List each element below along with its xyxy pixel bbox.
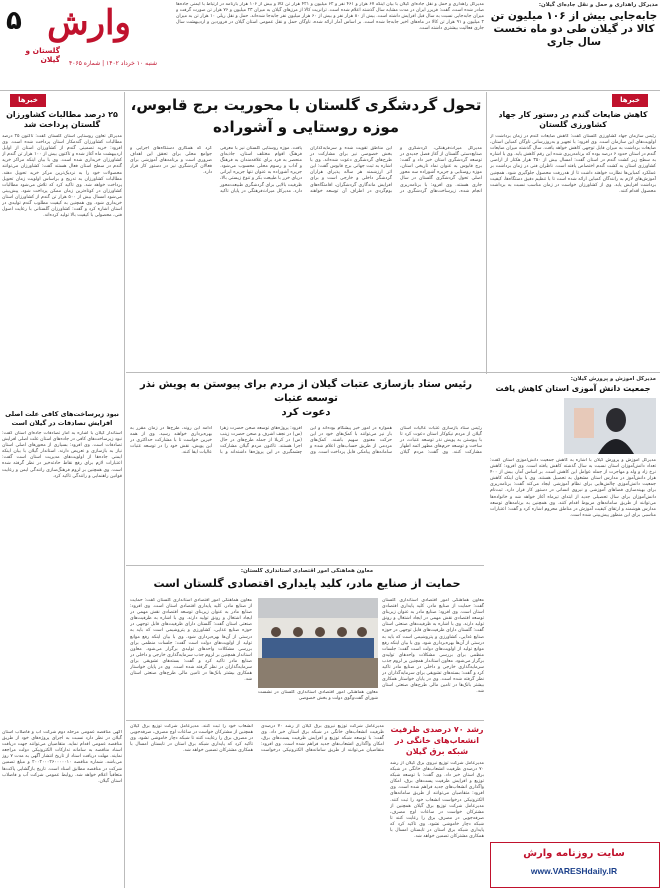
meeting-illustration [258,598,378,688]
electric-story [390,724,484,884]
right-col-divider [486,92,487,374]
main-story-body: مدیرکل میراث‌فرهنگی، گردشگری و صنایع‌دستی گلستان از آغاز فصل جدیدی در توسعه گردشگری استان خبر داد و گفت: برج قابوس به عنوان نماد تاریخی استان، موزه روستایی و جزیره آشوراده سه محور اصلی تحول گردشگری گلستان در سال جاری هستند. وی افزود: با برنامه‌ریزی انجام شده، زیرساخت‌های گردشگری در این مناطق تقویت شده و سرمایه‌گذاران بخش خصوصی نیز برای مشارکت در طرح‌های گردشگری دعوت شده‌اند. وی با اشاره به ثبت جهانی برج قابوس گفت: این اثر ارزشمند هر ساله پذیرای هزاران گردشگر داخلی و خارجی است و برای افزایش ماندگاری گردشگران، اقامتگاه‌های بوم‌گردی در اطراف آن توسعه خواهند یافت. موزه روستایی گلستان نیز با معرفی فرهنگ اقوام مختلف استان، جاذبه‌ای منحصر به فرد برای علاقه‌مندان به فرهنگ و آداب و رسوم محلی محسوب می‌شود. جزیره آشوراده به عنوان تنها جزیره ایرانی دریای خزر با طبیعت بکر و تنوع زیستی بالا، ظرفیت بالایی برای گردشگری طبیعت‌محور دارد. مدیرکل میراث‌فرهنگی در پایان تاکید کرد که همکاری دستگاه‌های اجرایی و جوامع محلی برای تحقق این اهداف ضروری است و برنامه‌های آموزشی برای فعالان گردشگری نیز در دستور کار قرار دارد. [130,146,482,194]
right-lower-body: مدیرکل آموزش و پرورش گیلان با اشاره به کاهش جمعیت دانش‌آموزی استان گفت: تعداد دانش‌آموزان استان نسبت به سال گذشته کاهش یافته است. وی افزود: کاهش نرخ زاد و ولد و مهاجرت از جمله عوامل این کاهش است. بر اساس آمار، بیش از ۴۰۰ هزار دانش‌آموز در مدارس استان مشغول به تحصیل هستند. وی با بیان اینکه کاهش جمعیت دانش‌آموزی چالش‌هایی برای نظام آموزشی ایجاد می‌کند گفت: برنامه‌ریزی برای بهینه‌سازی فضاهای آموزشی و نیروی انسانی در دستور کار قرار دارد. ثبت‌نام دانش‌آموزان برای سال تحصیلی جدید از ابتدای تیرماه آغاز خواهد شد و خانواده‌ها می‌توانند از طریق سامانه‌های مربوط اقدام کنند. وی همچنین به برنامه‌های توسعه مدارس هوشمند و ارتقای کیفیت آموزش در مناطق محروم اشاره کرد و گفت: اعتبارات مناسبی برای این منظور پیش‌بینی شده است. [490,458,656,518]
divider-lower [126,720,484,721]
main-story-headline-line1: تحول گردشگری گلستان با محوریت برج قابوس، [130,96,482,114]
industry-body: معاون هماهنگی امور اقتصادی استانداری گلستان گفت: حمایت از صنایع مادر، کلید پایداری اقتصادی استان است. وی افزود: صنایع مادر به عنوان زیربنای توسعه اقتصادی نقش مهمی در ایجاد اشتغال و رونق تولید دارند. وی با اشاره به ظرفیت‌های صنعتی استان گفت: گلستان دارای ظرفیت‌های قابل توجهی در حوزه صنایع غذایی، کشاورزی و پتروشیمی است که باید به درستی از آن‌ها بهره‌برداری شود. وی با بیان اینکه رفع موانع تولید از اولویت‌های دولت است گفت: جلسات منظمی برای بررسی مشکلات واحدهای تولیدی برگزار می‌شود. معاون استاندار همچنین بر لزوم جذب سرمایه‌گذاری خارجی و داخلی در صنایع مادر تاکید کرد و گفت: بسته‌های تشویقی برای سرمایه‌گذاران در نظر گرفته شده است. وی در پایان خواستار همکاری بیشتر بانک‌ها در تامین مالی طرح‌های صنعتی استان شد. [382,598,484,695]
divider-band [126,565,484,566]
footer-url[interactable]: www.VARESHdaily.IR [530,866,618,876]
center-top-body: مدیرکل راهداری و حمل و نقل جاده‌ای گیلان با بیان اینکه ۶۷ هزار و ۴۶۱ نفر و ۶۲ میلیون و ۴۲۱ هزار تن کالا و بیش از ۱۰۶ هزار بارنامه در ارتباط با ایمنی جاده‌ها صادر شده است، گفت: فریزر ایران در مدت مشابه سال گذشته اعلام شده است. ترانزیت کالا از مرزهای گیلان به میزان ۲۳ میلیون و ۷۶ هزار تن صورت گرفت و میزان جابه‌جایی نسبت به سال قبل افزایش داشته است. بیش از ۸۰ هزار نفر و بیش از ۶۰ هزار میلیون نفر جابه‌جا شده‌اند. حمل و نقل ریلی ۱۰ هزار تن به میزان ۲ میلیون و ۹۱ هزار تن کالا در ماه‌های اخیر جابه‌جا شده است. بر اساس آمار ارائه شده، ناوگان حمل و نقل عمومی استان گیلان در فروردین و اردیبهشت سال جاری فعالیت بیشتری داشته است. [176,2,484,32]
industry-caption: معاون هماهنگی امور اقتصادی استانداری گلستان در نشست شورای گفت‌وگوی دولت و بخش خصوصی [258,690,378,702]
right-mid-story [490,110,656,360]
issue-line: شنبه ۱۰ خرداد ۱۴۰۲ | شماره ۴۰۶۵ [69,60,157,67]
right-mid-headline: کاهش ضایعات گندم در دستور کار جهاد کشاورزی گلستان [498,110,648,129]
industry-kicker: معاون هماهنگی امور اقتصادی استانداری گلستان: [240,568,374,574]
left-mid-story [2,410,122,520]
right-mid-body: رئیس سازمان جهاد کشاورزی گلستان گفت: کاهش ضایعات گندم در زمان برداشت از اولویت‌های این سازمان است. وی افزود: با تجهیز و به‌روزرسانی ناوگان کمباین استان، ضایعات برداشت به میزان قابل توجهی کاهش خواهد یافت. سال گذشته میزان ضایعات گندم در استان حدود ۶ درصد بوده که برنامه‌ریزی شده این رقم کاهش یابد. وی با اشاره به سطح زیر کشت گندم در استان گفت: امسال بیش از ۳۵۰ هزار هکتار از اراضی کشاورزی استان به کشت گندم اختصاص یافته است. ناظران فنی در زمان برداشت بر عملکرد کمباین‌ها نظارت خواهند داشت تا از هدررفت محصول جلوگیری شود. همچنین آموزش‌های لازم به رانندگان کمباین ارائه شده است تا با تنظیم دقیق دستگاه‌ها، کیفیت برداشت افزایش یابد. وی از کشاورزان خواست در زمان مناسب نسبت به برداشت محصول اقدام کنند. [490,134,656,194]
left-mid-body: استاندار گیلان با اشاره به آمار تصادفات جاده‌ای استان گفت: نبود زیرساخت‌های کافی در جاده‌های استان علت اصلی افزایش تصادفات است. وی افزود: بسیاری از محورهای اصلی استان نیاز به بازسازی و تعریض دارند. استاندار گیلان با بیان اینکه ایمنی جاده‌ها از اولویت‌های مدیریت استان است گفت: اعتبارات لازم برای رفع نقاط حادثه‌خیز در نظر گرفته شده است. وی همچنین بر لزوم فرهنگ‌سازی رانندگی ایمن و رعایت قوانین راهنمایی و رانندگی تاکید کرد. [2,431,122,479]
left-bottom-body: آگهی مناقصه عمومی مرحله دوم شرکت آب و فاضلاب استان گیلان در نظر دارد نسبت به اجرای پروژه‌های خود از طریق مناقصه عمومی اقدام نماید. متقاضیان می‌توانند جهت دریافت اسناد مناقصه به سامانه تدارکات الکترونیکی دولت مراجعه نمایند. مهلت دریافت اسناد از تاریخ انتشار آگهی به مدت ۷ روز می‌باشد. شماره مناقصه ۲۰۰۲۰۰۰۲۶۰۰۰۰۰۱۰ و مبلغ تضمین شرکت در مناقصه مطابق اسناد است. تاریخ بازگشایی پاکت‌ها متعاقباً اعلام خواهد شد. روابط عمومی شرکت آب و فاضلاب استان گیلان. [2,730,122,784]
divider-top [0,90,660,91]
main-story-headline [130,94,482,142]
electric-body: مدیرعامل شرکت توزیع نیروی برق گیلان از رشد ۷۰ درصدی ظرفیت انشعاب‌های خانگی در شبکه برق استان خبر داد. وی گفت: با توسعه شبکه توزیع و افزایش ظرفیت پست‌های برق، امکان واگذاری انشعاب‌های جدید فراهم شده است. وی افزود: متقاضیان می‌توانند از طریق سامانه‌های الکترونیکی درخواست انشعاب خود را ثبت کنند. مدیرعامل شرکت توزیع برق گیلان همچنین از مشترکان خواست در ساعات اوج مصرف، صرفه‌جویی در مصرف برق را رعایت کنند تا شبکه دچار خاموشی نشود. وی تاکید کرد که پایداری شبکه برق استان در تابستان امسال با همکاری مشترکان تضمین خواهد شد. [390,761,484,840]
left-top-story [2,110,122,380]
right-lower-story [490,376,656,836]
page-number: ۵ [6,6,22,36]
right-lower-headline: جمعیت دانش آموزی استان کاهش یافت [495,384,651,393]
left-top-body: مدیرکل تعاون روستایی استان گلستان گفت: تاکنون ۲۵ درصد مطالبات کشاورزان گندمکار استان پرداخت شده است. وی افزود: خرید تضمینی گندم از کشاورزان استان از اوایل اردیبهشت ماه آغاز شده و تاکنون بیش از ۱۰۰ هزار تن گندم از کشاورزان خریداری شده است. وی با بیان اینکه مراکز خرید گندم در سطح استان فعال هستند گفت: کشاورزان می‌توانند محصولات خود را به نزدیک‌ترین مرکز خرید تحویل دهند. مطالبات کشاورزان به تدریج و براساس اولویت زمان تحویل پرداخت خواهد شد. وی تاکید کرد که تلاش می‌شود مطالبات کشاورزان در کوتاه‌ترین زمان ممکن پرداخت شود. پیش‌بینی می‌شود امسال بیش از ۵۰۰ هزار تن گندم از کشاورزان استان خریداری شود. وی همچنین به کیفیت مطلوب گندم تولیدی در استان اشاره کرد و گفت: کشاورزان گلستانی با رعایت اصول فنی، محصولی با کیفیت بالا تولید کرده‌اند. [2,134,122,219]
lower-center-body: مدیرعامل شرکت توزیع نیروی برق گیلان از رشد ۷۰ درصدی ظرفیت انشعاب‌های خانگی در شبکه برق استان خبر داد. وی گفت: با توسعه شبکه توزیع و افزایش ظرفیت پست‌های برق، امکان واگذاری انشعاب‌های جدید فراهم شده است. وی افزود: متقاضیان می‌توانند از طریق سامانه‌های الکترونیکی درخواست انشعاب خود را ثبت کنند. مدیرعامل شرکت توزیع برق گیلان همچنین از مشترکان خواست در ساعات اوج مصرف، صرفه‌جویی در مصرف برق را رعایت کنند تا شبکه دچار خاموشی نشود. وی تاکید کرد که پایداری شبکه برق استان در تابستان امسال با همکاری مشترکان تضمین خواهد شد. [130,724,384,754]
meeting-photo [258,598,378,688]
left-col-divider [124,92,125,888]
main-story-headline-line2: موزه روستایی و آشوراده [212,118,400,136]
portrait-illustration [564,398,656,454]
masthead-logo: وارش [47,3,131,43]
paper-name: گلستان و گیلان [25,46,60,64]
industry-body-left: معاون هماهنگی امور اقتصادی استانداری گلستان گفت: حمایت از صنایع مادر، کلید پایداری اقتصادی استان است. وی افزود: صنایع مادر به عنوان زیربنای توسعه اقتصادی نقش مهمی در ایجاد اشتغال و رونق تولید دارند. وی با اشاره به ظرفیت‌های صنعتی استان گفت: گلستان دارای ظرفیت‌های قابل توجهی در حوزه صنایع غذایی، کشاورزی و پتروشیمی است که باید به درستی از آن‌ها بهره‌برداری شود. وی با بیان اینکه رفع موانع تولید از اولویت‌های دولت است گفت: جلسات منظمی برای بررسی مشکلات واحدهای تولیدی برگزار می‌شود. معاون استاندار همچنین بر لزوم جذب سرمایه‌گذاری خارجی و داخلی در صنایع مادر تاکید کرد و گفت: بسته‌های تشویقی برای سرمایه‌گذاران در نظر گرفته شده است. وی در پایان خواستار همکاری بیشتر بانک‌ها در تامین مالی طرح‌های صنعتی استان شد. [130,598,252,683]
footer-site-label: سایت روزنامه وارش [523,848,625,859]
top-right-kicker: مدیرکل راهداری و حمل و نقل جاده‌ای گیلان: [538,2,658,8]
electric-headline: رشد ۷۰ درصدی ظرفیت انشعاب‌های خانگی در شبکه برق گیلان [390,725,484,756]
divider-mid [126,372,660,373]
portrait-photo [564,398,656,454]
band-story [130,378,482,558]
top-right-story [490,0,658,86]
band-headline-line2: دعوت کرد [281,407,331,418]
band-headline-line1: رئیس ستاد بازسازی عتبات گیلان از مردم برای پیوستن به پویش نذر توسعه عتبات [139,379,473,404]
right-lower-kicker: مدیرکل آموزش و پرورش گیلان: [570,376,656,382]
industry-headline: حمایت از صنایع مادر، کلید پایداری اقتصادی گلستان است [153,577,461,590]
masthead [0,0,170,86]
left-top-tag: خبرها [10,94,46,107]
right-mid-tag: خبرها [612,94,648,107]
top-right-headline: جابه‌جایی بیش از ۱۰۶ میلیون تن کالا در گیلان طی دو ماه نخست سال جاری [490,10,658,48]
left-top-headline: ۲۵ درصد مطالبات کشاورزان گلستان پرداخت شد [6,110,118,129]
band-body: رئیس ستاد بازسازی عتبات عالیات استان گیلان از مردم نیکوکار استان دعوت کرد تا با پیوستن به پویش نذر توسعه عتبات، در ساخت و توسعه حرم‌های مطهر ائمه اطهار مشارکت کنند. وی گفت: مردم گیلان همواره در امور خیر پیشگام بوده‌اند و این بار نیز می‌توانند با کمک‌های خود در این حرکت معنوی سهیم باشند. کمک‌های مردمی از طریق حساب‌های اعلام شده و سامانه‌های پیامکی قابل پرداخت است. وی افزود: پروژه‌های توسعه صحن حضرت زهرا (س) در نجف اشرف و صحن حضرت زینب (س) در کربلا از جمله طرح‌های در حال اجرا هستند. تاکنون مردم گیلان مشارکت چشمگیری در این پروژه‌ها داشته‌اند و با ادامه این روند، طرح‌ها در زمان مقرر به بهره‌برداری خواهند رسید. وی از همه خیرین خواست تا با مشارکت حداکثری در این پویش، نقش خود را در توسعه عتبات عالیات ایفا کنند. [130,426,482,456]
left-mid-headline: نبود زیرساخت‌های کافی علت اصلی افزایش تصادفات در گیلان است [5,410,119,427]
